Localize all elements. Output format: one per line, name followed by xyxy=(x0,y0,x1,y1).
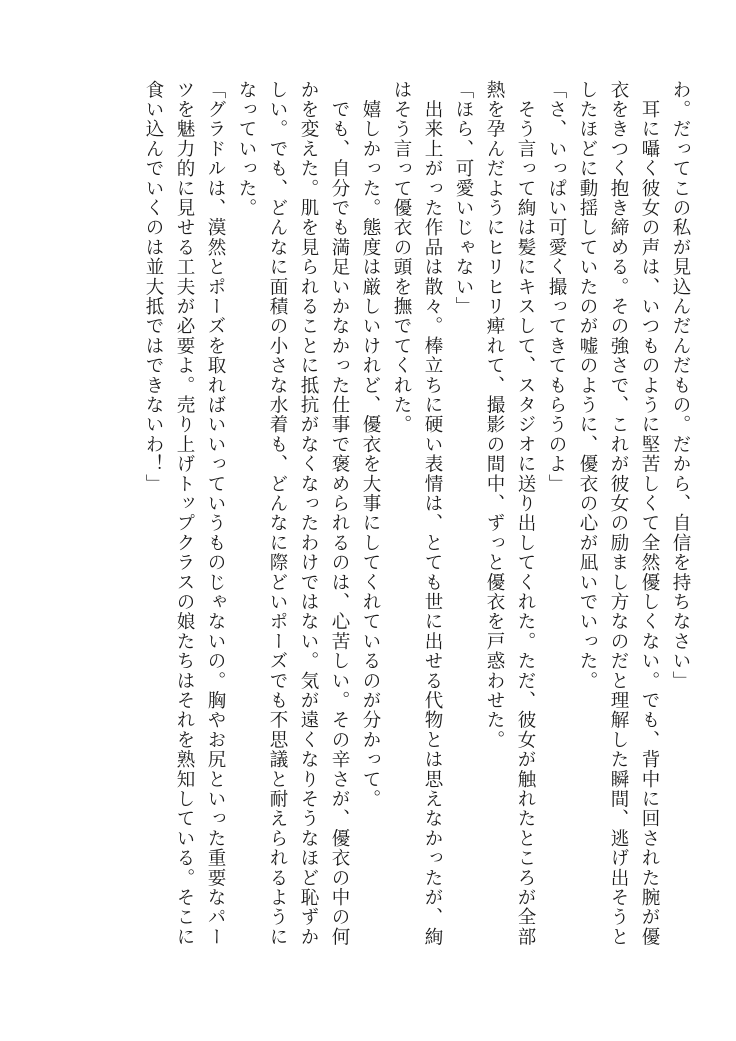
text-line: 食い込んでいくのは並大抵ではできないわ！」 xyxy=(143,80,164,494)
text-line: 「さ、いっぱい可愛く撮ってきてもらうのよ」 xyxy=(546,80,567,494)
text-line: 耳に囁く彼女の声は、いつものように堅苦しくて全然優しくない。でも、背中に回された腕が優 xyxy=(639,80,660,947)
text-line: でも、自分でも満足いかなかった仕事で褒められるのは、心苦しい。その辛さが、優衣の中の何 xyxy=(329,80,350,947)
text-line: 嬉しかった。態度は厳しいけれど、優衣を大事にしてくれているのが分かって。 xyxy=(360,80,381,809)
text-line: 出来上がった作品は散々。棒立ちに硬い表情は、とても世に出せる代物とは思えなかったが、絢 xyxy=(422,80,443,947)
text-line: したほどに動揺していたのが嘘のように、優衣の心が凪いでいった。 xyxy=(577,80,598,691)
text-line: はそう言って優衣の頭を撫でてくれた。 xyxy=(391,80,412,435)
text-line: かを変えた。肌を見られることに抵抗がなくなったわけではない。気が遠くなりそうなほど恥ずか xyxy=(298,80,319,947)
text-line: そう言って絢は髪にキスして、スタジオに送り出してくれた。ただ、彼女が触れたところが全部 xyxy=(515,80,536,947)
text-line: 衣をきつく抱き締める。その強さで、これが彼女の励まし方なのだと理解した瞬間、逃げ出そうと xyxy=(608,80,629,947)
text-line: わ。だってこの私が見込んだんだもの。だから、自信を持ちなさい」 xyxy=(670,80,691,691)
text-line: ツを魅力的に見せる工夫が必要よ。売り上げトップクラスの娘たちはそれを熟知している。そこに xyxy=(174,80,195,947)
text-line: 熱を孕んだようにヒリヒリ痺れて、撮影の間中、ずっと優衣を戸惑わせた。 xyxy=(484,80,505,750)
text-line: 「グラドルは、漠然とポーズを取ればいいっていうものじゃないの。胸やお尻といった重要なパー xyxy=(205,80,226,947)
text-line: なっていった。 xyxy=(236,80,257,218)
vertical-text-body xyxy=(76,80,696,980)
text-line: しい。でも、どんなに面積の小さな水着も、どんなに際どいポーズでも不思議と耐えられるように xyxy=(267,80,288,947)
text-line: 「ほら、可愛いじゃない」 xyxy=(453,80,474,317)
